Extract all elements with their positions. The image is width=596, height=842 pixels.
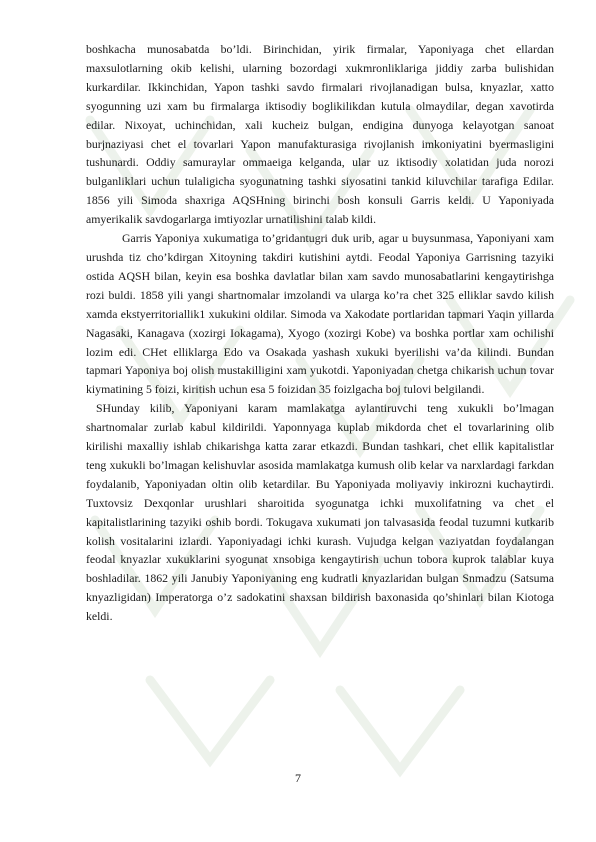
paragraph-2: Garris Yaponiya xukumatiga to’gridantugri duk urib, agar u buysunmasa, Yaponiyani xam urushda tiz cho’kdirgan Xitoyning takdiri kutishini aytdi. Feodal Yaponiya Garrisning tazyiki ostida AQSH bilan, keyin esa boshka davlatlar bilan xam savdo munosabatlarini kengaytirishga rozi buldi. 1858 yili yangi shartnomalar imzolandi va ularga ko’ra chet 325 elliklar savdo kilish xamda ekstyerritoriallik1 xukukini oldilar. Simoda va Xakodate portlaridan tapmari Yaqin yillarda Nagasaki, Kanagava (xozirgi Iokagama), Xyogo (xozirgi Kobe) va boshka portlar xam ochilishi lozim edi. CHet elliklarga Edo va Osakada yashash xukuki byerilishi va’da kilindi. Bundan tapmari Yaponiya boj olish mustakilligini xam yukotdi. Yaponiyadan chetga chikarish uchun tovar kiymatining 5 foizi, kiritish uchun esa 5 foizidan 35 foizlgacha boj tulovi belgilandi.	[86, 231, 554, 397]
page-body	[86, 40, 554, 626]
paragraph-1: boshkacha munosabatda bo’ldi. Birinchidan, yirik firmalar, Yaponiyaga chet ellardan maxsulotlarning okib kelishi, ularning bozordagi xukmronliklariga jiddiy zarba bulishidan kurkardilar. Ikkinchidan, Yapon tashki savdo firmalari rivojlanadigan bulsa, knyazlar, xatto syogunning uzi xam bu firmalarga iktisodiy boglikilikdan kutula olmaydilar, degan xavotirda edilar. Nixoyat, uchinchidan, xali kucheiz bulgan, endigina dunyoga kelayotgan sanoat burjnaziyasi chet el tovarlari Yapon manufakturasiga rivojlanish imkoniyatini byermasligini tushunardi. Oddiy samuraylar ommaeiga kelganda, ular uz iktisodiy xolatidan juda norozi bulganliklari uchun tulaligicha syogunatning tashki siyosatini tankid kiluvchilar tarafiga Edilar. 1856 yili Simoda shaxriga AQSHning birinchi bosh konsuli Garris keldi. U Yaponiyada amyerikalik savdogarlarga imtiyozlar urnatilishini talab kildi.	[86, 42, 554, 227]
paragraph-3: SHunday kilib, Yaponiyani karam mamlakatga aylantiruvchi teng xukukli bo’lmagan shartnomalar zurlab kabul kildirildi. Yaponnyaga kuplab mikdorda chet el tovarlarining olib kirilishi maxalliy ishlab chikarishga katta zarar etkazdi. Bundan tashkari, chet ellik kapitalistlar teng xukukli bo’lmagan kelishuvlar asosida mamlakatga kumush olib kelar va narxlardagi farkdan foydalanib, Yaponiyadan oltin olib ketardilar. Bu Yaponiyada moliyaviy inkirozni kuchaytirdi. Tuxtovsiz Dexqonlar urushlari sharoitida syogunatga ichki muxolifatning va chet el kapitalistlarining tazyiki oshib bordi. Tokugava xukumati jon talvasasida feodal tuzumni kutkarib kolish vositalarini izlardi. Yaponiyadagi ichki kurash. Vujudga kelgan vaziyatdan foydalangan feodal knyazlar xukuklarini syogunat xnsobiga kengaytirish uchun tobora kuprok talablar kuya boshladilar. 1862 yili Janubiy Yaponiyaning eng kudratli knyazlaridan bulgan Snmadzu (Satsuma knyazligidan) Imperatorga o’z sadokatini shaxsan bildirish baxonasida qo’shinlari bilan Kiotoga keldi.	[86, 401, 554, 624]
page-number: 7	[295, 771, 301, 785]
